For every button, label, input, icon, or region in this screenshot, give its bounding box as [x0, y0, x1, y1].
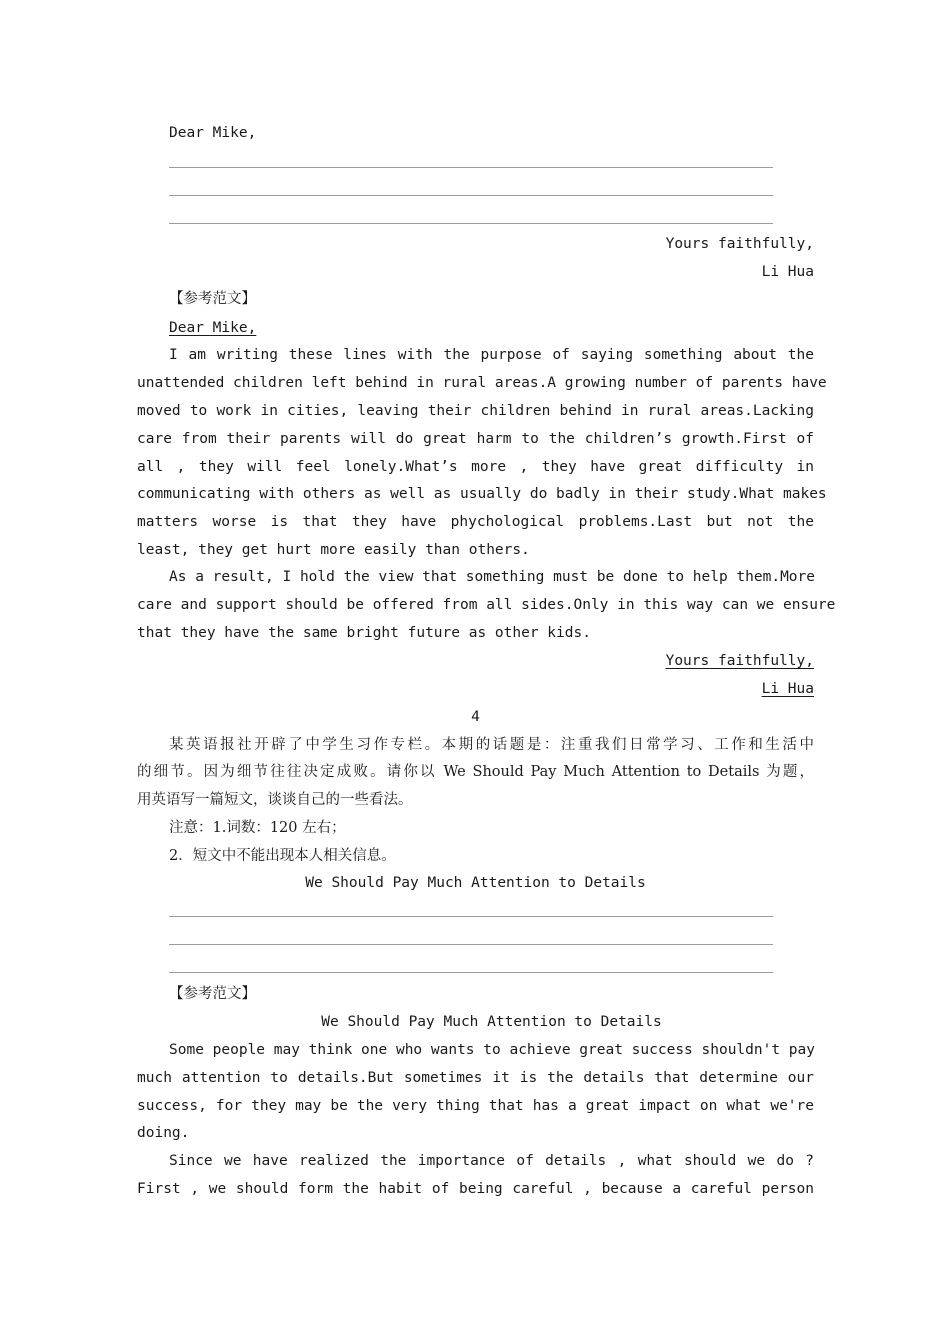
answer-line — [169, 223, 773, 224]
prompt-line: 的细节。因为细节往往决定成败。请你以 We Should Pay Much Attention to Details 为题， — [137, 764, 814, 780]
paragraph-line: First , we should form the habit of being careful , because a careful person — [137, 1181, 814, 1197]
note-line: 注意：1.词数：120 左右； — [169, 820, 346, 836]
sample-essay-title: We Should Pay Much Attention to Details — [321, 1014, 662, 1030]
sample-signature: Li Hua — [761, 681, 814, 697]
prompt-line: 某英语报社开辟了中学生习作专栏。本期的话题是：注重我们日常学习、工作和生活中 — [169, 737, 814, 753]
letter-salutation: Dear Mike, — [169, 125, 257, 141]
letter-closing: Yours faithfully, — [665, 236, 814, 252]
sample-essay-heading: 【参考范文】 — [169, 986, 256, 1002]
paragraph-line: care from their parents will do great harm to the children’s growth.First of — [137, 431, 814, 447]
paragraph-line: I am writing these lines with the purpose of saying something about the — [169, 347, 814, 363]
question-number: 4 — [471, 709, 480, 725]
answer-line — [169, 944, 773, 945]
paragraph-line: all , they will feel lonely.What’s more , they have great difficulty in — [137, 459, 814, 475]
paragraph-line: matters worse is that they have phychological problems.Last but not the — [137, 514, 814, 530]
paragraph-line: moved to work in cities, leaving their children behind in rural areas.Lacking — [137, 403, 814, 419]
paragraph-line: As a result, I hold the view that something must be done to help them.More — [169, 569, 816, 585]
answer-line — [169, 167, 773, 168]
paragraph-line: that they have the same bright future as other kids. — [137, 625, 591, 641]
answer-line — [169, 972, 773, 973]
paragraph-line: success, for they may be the very thing that has a great impact on what we're — [137, 1098, 814, 1114]
sample-closing: Yours faithfully, — [665, 653, 814, 669]
paragraph-line: least, they get hurt more easily than others. — [137, 542, 530, 558]
paragraph-line: doing. — [137, 1125, 190, 1141]
answer-line — [169, 195, 773, 196]
sample-salutation: Dear Mike, — [169, 320, 257, 336]
essay-title: We Should Pay Much Attention to Details — [305, 875, 646, 891]
paragraph-line: Since we have realized the importance of details , what should we do ? — [169, 1153, 814, 1169]
sample-essay-heading: 【参考范文】 — [169, 291, 256, 307]
note-line: 2．短文中不能出现本人相关信息。 — [169, 848, 396, 864]
paragraph-line: care and support should be offered from all sides.Only in this way can we ensure — [137, 597, 836, 613]
paragraph-line: Some people may think one who wants to achieve great success shouldn't pay — [169, 1042, 816, 1058]
paragraph-line: communicating with others as well as usually do badly in their study.What makes — [137, 486, 827, 502]
answer-line — [169, 916, 773, 917]
paragraph-line: unattended children left behind in rural areas.A growing number of parents have — [137, 375, 827, 391]
prompt-line: 用英语写一篇短文，谈谈自己的一些看法。 — [137, 792, 413, 808]
letter-signature: Li Hua — [761, 264, 814, 280]
paragraph-line: much attention to details.But sometimes it is the details that determine our — [137, 1070, 814, 1086]
